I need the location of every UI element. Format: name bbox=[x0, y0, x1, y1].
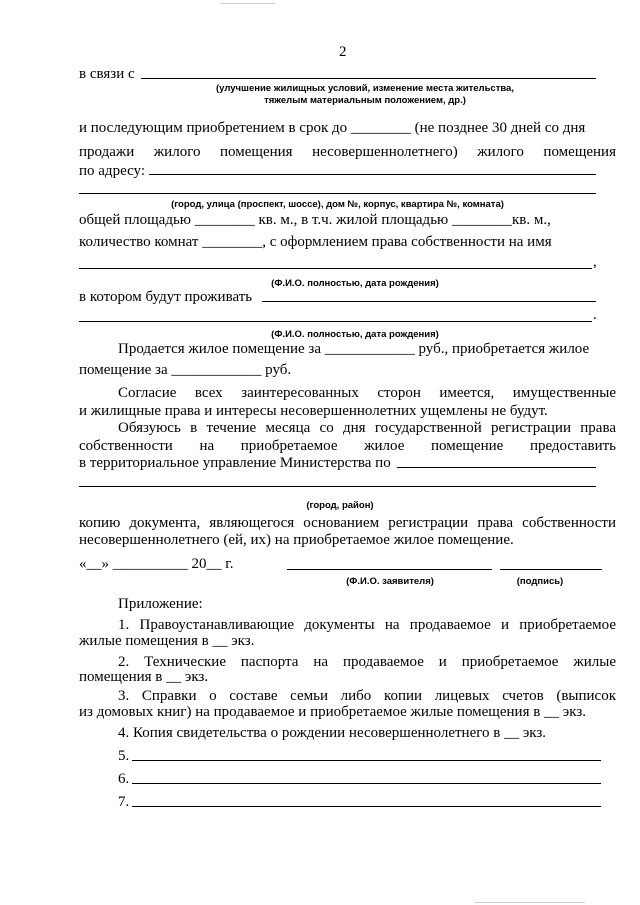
text-line: несовершеннолетнего (ей, их) на приобретаемое жилое помещение. bbox=[79, 532, 514, 548]
appendix-number: 7. bbox=[118, 794, 130, 810]
ministry-fill-line bbox=[397, 467, 596, 468]
residents-fill-line-2 bbox=[79, 321, 592, 322]
city-hint: (город, район) bbox=[306, 500, 374, 511]
text-line: помещение за ____________ руб. bbox=[79, 362, 292, 378]
fio-hint: (Ф.И.О. полностью, дата рождения) bbox=[271, 278, 439, 289]
address-hint: (город, улица (проспект, шоссе), дом №, корпус, квартира №, комната) bbox=[171, 199, 504, 210]
address-fill-line bbox=[149, 174, 596, 175]
residents-fill-line bbox=[262, 301, 596, 302]
owner-fill-line bbox=[79, 268, 592, 269]
ministry-fill-line-2 bbox=[79, 486, 596, 487]
appendix-item: помещения в __ экз. bbox=[79, 669, 209, 685]
appendix-item: жилые помещения в __ экз. bbox=[79, 633, 255, 649]
scan-artifact bbox=[475, 902, 585, 903]
reason-hint-1: (улучшение жилищных условий, изменение места жительства, bbox=[216, 83, 514, 94]
applicant-hint: (Ф.И.О. заявителя) bbox=[346, 576, 434, 587]
appendix-item: 4. Копия свидетельства о рождении несовершеннолетнего в __ экз. bbox=[118, 725, 547, 741]
appendix-item: 1. Правоустанавливающие документы на продаваемое и приобретаемое bbox=[118, 617, 616, 633]
appendix-item: 2. Технические паспорта на продаваемое и приобретаемое жилые bbox=[118, 654, 616, 670]
appendix-fill-line bbox=[132, 806, 601, 807]
text-line: Продается жилое помещение за ____________ руб., приобретается жилое bbox=[118, 341, 590, 357]
reason-label: в связи с bbox=[79, 66, 135, 82]
appendix-number: 6. bbox=[118, 771, 130, 787]
scan-artifact bbox=[220, 3, 275, 4]
reason-fill-line bbox=[141, 78, 596, 79]
appendix-fill-line bbox=[132, 783, 601, 784]
address-fill-line-2 bbox=[79, 193, 596, 194]
period: . bbox=[593, 307, 597, 323]
text-line: общей площадью ________ кв. м., в т.ч. жилой площадью ________кв. м., bbox=[79, 212, 551, 228]
text-line: и последующим приобретением в срок до ________ (не позднее 30 дней со дня bbox=[79, 120, 586, 136]
page-number: 2 bbox=[339, 44, 347, 60]
text-line: продажи жилого помещения несовершеннолетнего) жилого помещения bbox=[79, 144, 616, 160]
appendix-number: 5. bbox=[118, 748, 130, 764]
signature-hint: (подпись) bbox=[516, 576, 564, 587]
text-line: и жилищные права и интересы несовершеннолетних ущемлены не будут. bbox=[79, 403, 548, 419]
applicant-fill-line bbox=[287, 569, 492, 570]
residents-label: в котором будут проживать bbox=[79, 289, 253, 305]
date-line: «__» __________ 20__ г. bbox=[79, 556, 234, 572]
fio-hint-2: (Ф.И.О. полностью, дата рождения) bbox=[271, 329, 439, 340]
text-line: Обязуюсь в течение месяца со дня государственной регистрации права bbox=[118, 420, 616, 436]
appendix-item: из домовых книг) на продаваемое и приобретаемое жилые помещения в __ экз. bbox=[79, 704, 587, 720]
text-line: количество комнат ________, с оформлением права собственности на имя bbox=[79, 234, 552, 250]
appendix-item: 3. Справки о составе семьи либо копии лицевых счетов (выписок bbox=[118, 688, 616, 704]
text-line: Согласие всех заинтересованных сторон имеется, имущественные bbox=[118, 385, 616, 401]
address-label: по адресу: bbox=[79, 163, 146, 179]
reason-hint-2: тяжелым материальным положением, др.) bbox=[264, 95, 466, 106]
text-line: копию документа, являющегося основанием регистрации права собственности bbox=[79, 515, 616, 531]
ministry-label: в территориальное управление Министерства по bbox=[79, 455, 391, 471]
comma: , bbox=[593, 254, 597, 270]
appendix-title: Приложение: bbox=[118, 596, 203, 612]
appendix-fill-line bbox=[132, 760, 601, 761]
signature-fill-line bbox=[500, 569, 602, 570]
text-line: собственности на приобретаемое жилое помещение предоставить bbox=[79, 438, 616, 454]
